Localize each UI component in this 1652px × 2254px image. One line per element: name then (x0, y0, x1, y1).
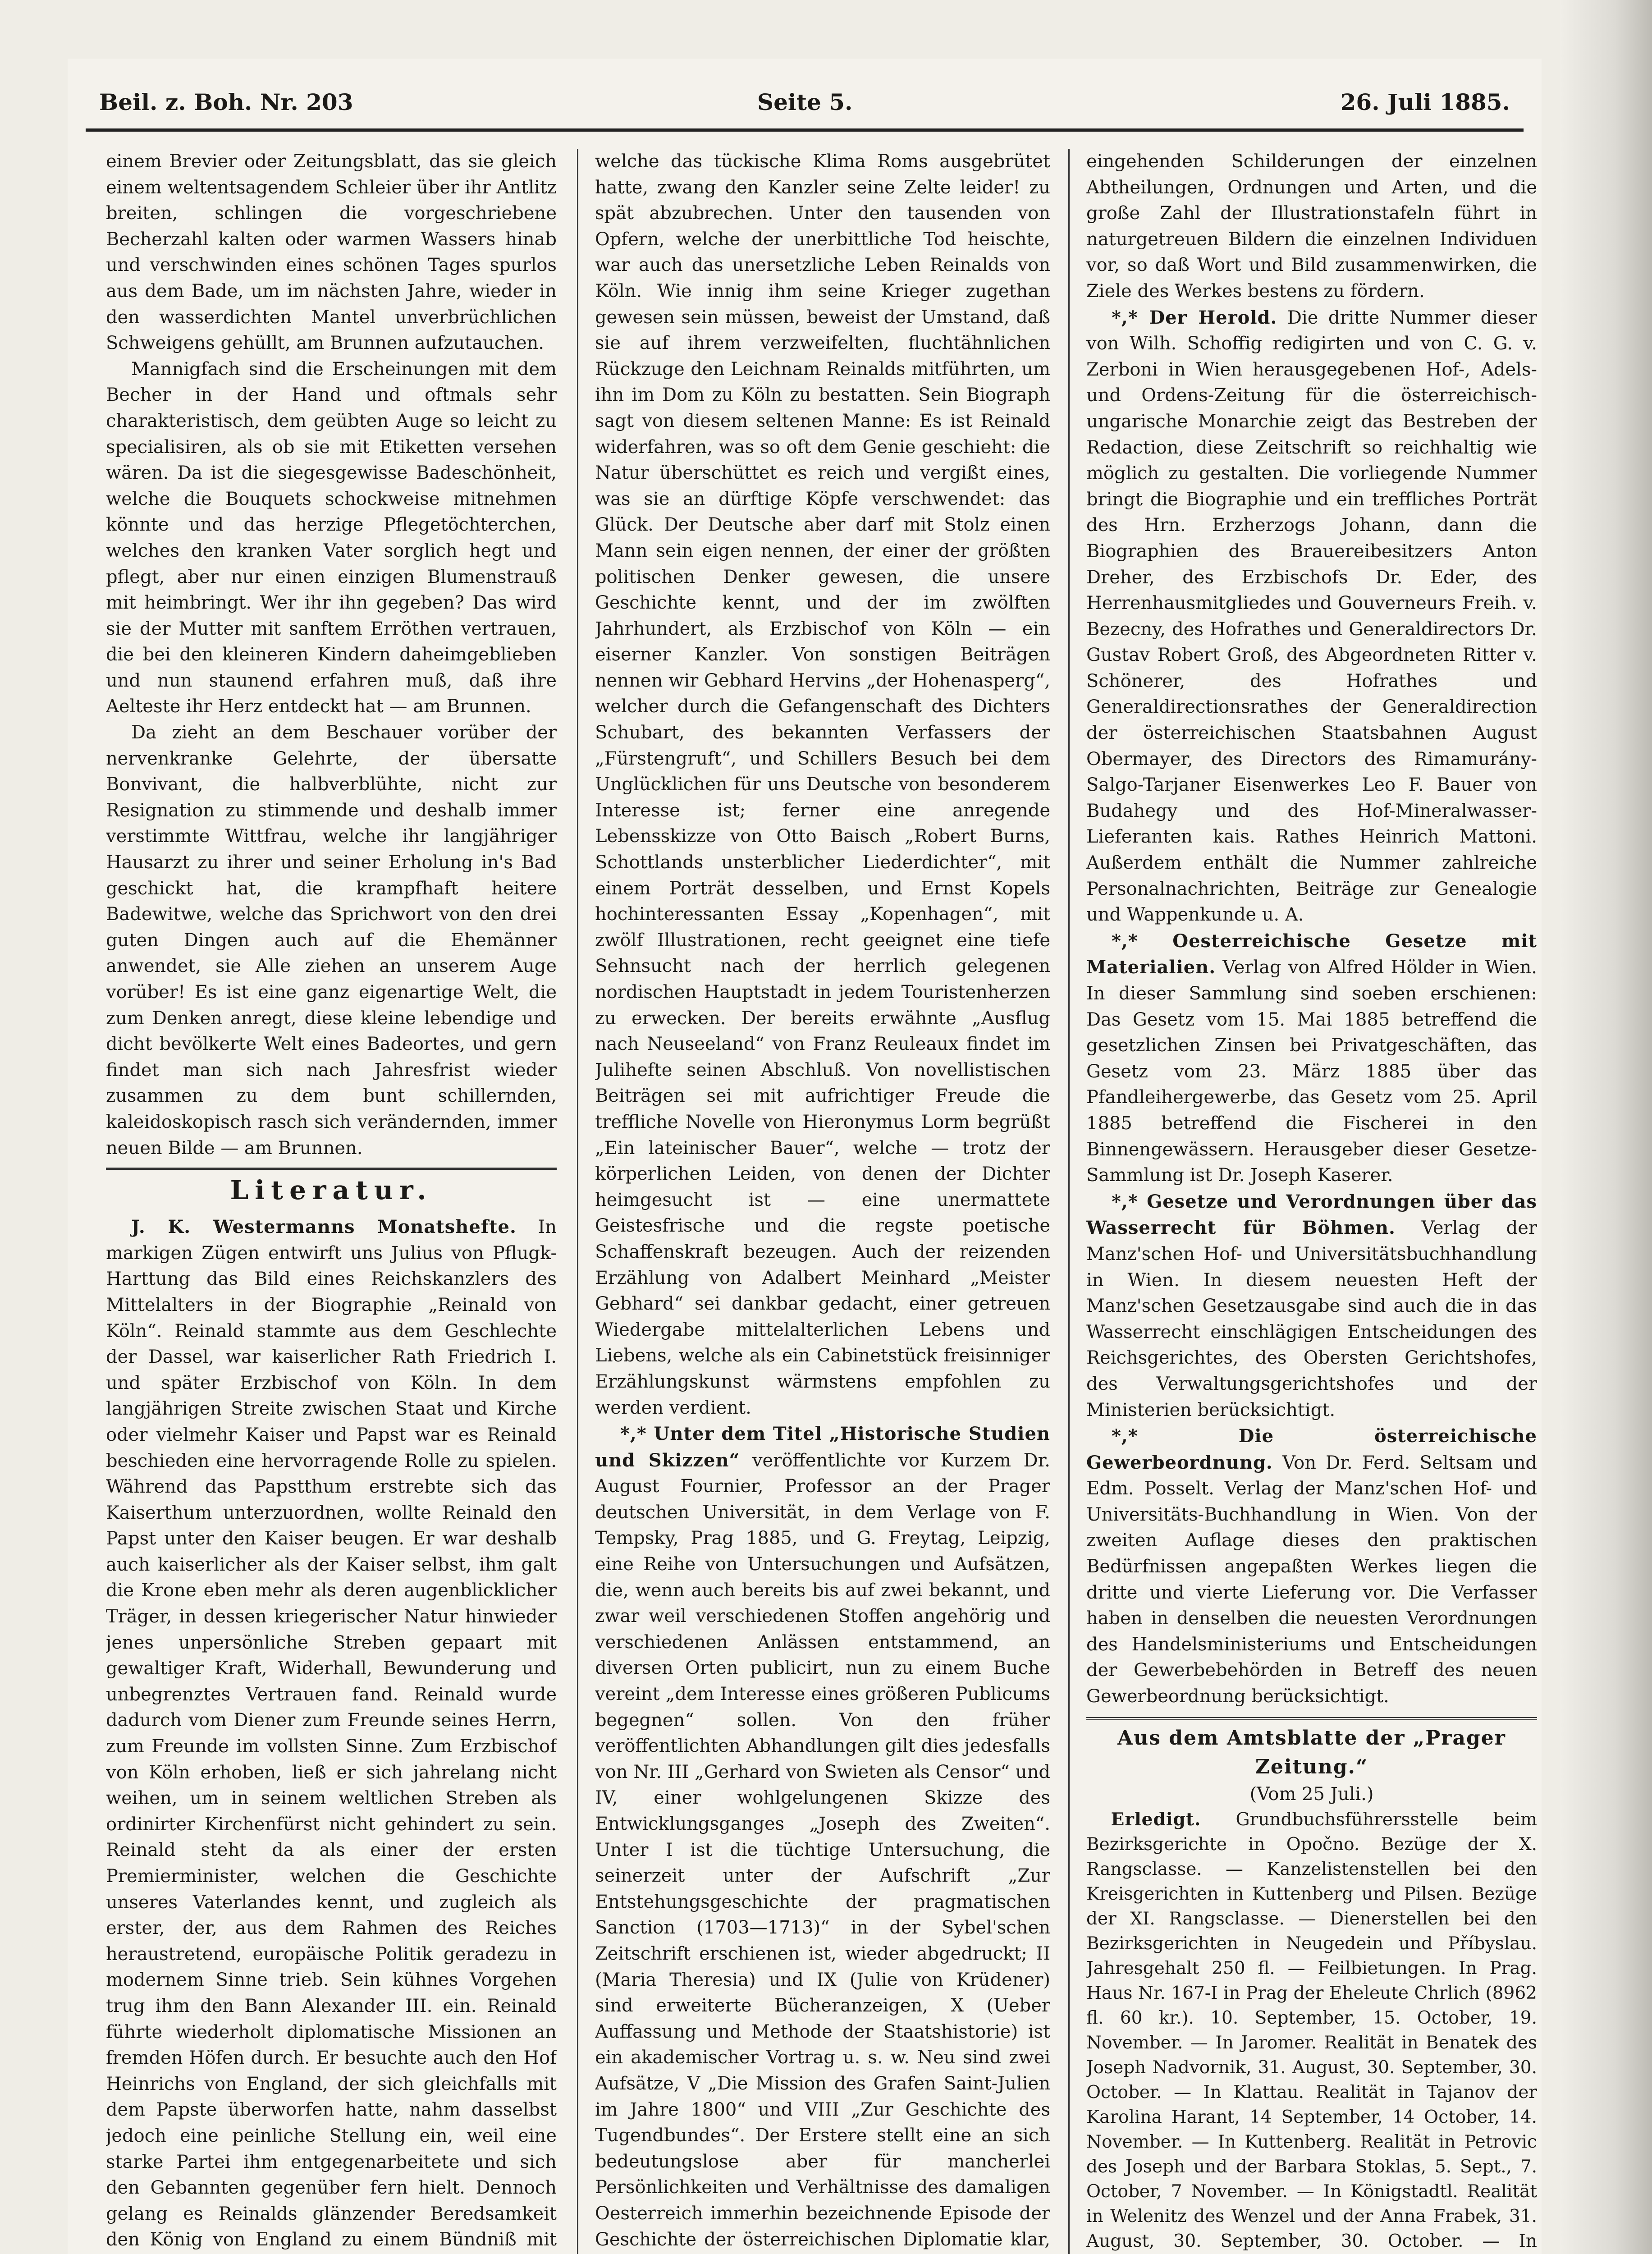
review-westermann (106, 1214, 557, 2254)
amtsblatt-lead: Erledigt. (1111, 1809, 1201, 1830)
review-text: veröffentlichte vor Kurzem Dr. August Fournier, Professor an der Prager deutschen Universität, in dem Verlage von F. Tempsky, Prag 1885, und G. Freytag, Leipzig, eine Reihe von Untersuchungen und Aufsätzen, die, wenn auch bereits bis auf zwei bekannt, und zwar weil verschiedenen Stoffen angehörig und verschiedenen Anlässen entstammend, an diversen Orten publicirt, nun zu einem Buche vereint „dem Interesse eines größeren Publicums begegnen“ sollen. Von den früher veröffentlichten Abhandlungen gilt dies jedesfalls von Nr. III „Gerhard von Swieten als Censor“ und IV, einer wohlgelungenen Skizze des Entwicklungsganges „Joseph des Zweiten“. Unter I ist die tüchtige Untersuchung, die seinerzeit unter der Aufschrift „Zur Entstehungsgeschichte der pragmatischen Sanction (1703—1713)“ in der Sybel'schen Zeitschrift erschienen ist, wieder abgedruckt; II (Maria Theresia) und IX (Julie von Krüdener) sind erweiterte Bücheranzeigen, X (Ueber Auffassung und Methode der Staatshistorie) ist ein akademischer Vortrag u. s. w. Neu sind zwei Aufsätze, V „Die Mission des Grafen Saint-Julien im Jahre 1800“ und VIII „Zur Geschichte des Tugendbundes“. Der Erstere stellt eine an sich bedeutungslose aber für mancherlei Persönlichkeiten und Verhältnisse des damaligen Oesterreich immerhin bezeichnende Episode der Geschichte der österreichischen Diplomatie klar, (595, 1450, 1050, 2250)
literature-heading: Literatur. (106, 1168, 557, 1210)
header-date: 26. Juli 1885. (1340, 89, 1510, 115)
review-lead: *,* Gesetze und Verordnungen über das Wasserrecht für Böhmen. (1086, 1191, 1537, 1239)
page-header (86, 79, 1524, 132)
review-lead: *,* Die österreichische Gewerbeordnung. (1086, 1425, 1537, 1473)
column-2 (595, 149, 1050, 2254)
review-lead: *,* Unter dem Titel „Historische Studien und Skizzen“ (595, 1423, 1050, 1471)
review-wasserrecht (1086, 1189, 1537, 1423)
amtsblatt-text (1086, 1807, 1537, 2254)
review-gewerbeordnung (1086, 1423, 1537, 1710)
column-rule-2 (1068, 149, 1070, 2254)
review-text: Die dritte Nummer dieser von Wilh. Schoffig redigirten und von C. G. v. Zerboni in Wien herausgegebenen Hof-, Adels- und Ordens-Zeitung für die österreichisch-ungarische Monarchie zeigt das Bestreben der Redaction, diese Zeitschrift so reichhaltig wie möglich zu gestalten. Die vorliegende Nummer bringt die Biographie und ein treffliches Porträt des Hrn. Erzherzogs Johann, dann die Biographien des Brauereibesitzers Anton Dreher, des Erzbischofs Dr. Eder, des Herrenhausmitgliedes und Gouverneurs Freih. v. Bezecny, des Hofrathes und Generaldirectors Dr. Gustav Robert Groß, des Abgeordneten Ritter v. Schönerer, des Hofrathes und Generaldirectionsrathes der Generaldirection der österreichischen Staatsbahnen August Obermayer, des Directors des Rimamurány-Salgo-Tarjaner Eisenwerkes Leo F. Bauer von Budahegy und des Hof-Mineralwasser-Lieferanten kais. Rathes Heinrich Mattoni. Außerdem enthält die Nummer zahlreiche Personalnachrichten, Beiträge zur Genealogie und Wappenkunde u. A. (1086, 307, 1537, 925)
review-text: Verlag von Alfred Hölder in Wien. In dieser Sammlung sind soeben erschienen: Das Gesetz vom 15. Mai 1885 betreffend die gesetzlichen Zinsen bei Privatgeschäften, das Gesetz vom 23. März 1885 über das Pfandleihergewerbe, das Gesetz vom 25. April 1885 betreffend die Fischerei in den Binnengewässern. Herausgeber dieser Gesetze-Sammlung ist Dr. Joseph Kaserer. (1086, 957, 1537, 1186)
review-naturgeschichte-cont: eingehenden Schilderungen der einzelnen Abtheilungen, Ordnungen und Arten, und die große Zahl der Illustrationstafeln führt in naturgetreuen Bildern die einzelnen Individuen vor, so daß Wort und Bild zusammenwirken, die Ziele des Werkes bestens zu fördern. (1086, 151, 1537, 302)
feuilleton-paragraph: Da zieht an dem Beschauer vorüber der nervenkranke Gelehrte, der übersatte Bonvivant, die halbverblühte, nicht zur Resignation zu stimmende und deshalb immer verstimmte Wittfrau, welche ihr langjähriger Hausarzt zu ihrer und seiner Erholung in's Bad geschickt hat, die krampfhaft heitere Badewitwe, welche das Sprichwort von den drei guten Dingen auch auf die Ehemänner anwendet, sie Alle ziehen an unserem Auge vorüber! Es ist eine ganz eigenartige Welt, die zum Denken anregt, diese kleine lebendige und dicht bevölkerte Welt eines Badeortes, und gern findet man sich nach Jahresfrist wieder zusammen zu dem bunt schillernden, kaleidoskopisch rasch sich verändernden, immer neuen Bilde — am Brunnen. (106, 722, 557, 1159)
review-text: Verlag der Manz'schen Hof- und Universitätsbuchhandlung in Wien. In diesem neuesten Heft der Manz'schen Gesetzausgabe sind auch die in das Wasserrecht einschlägigen Entscheidungen des Reichsgerichtes, des Obersten Gerichtshofes, des Verwaltungsgerichtshofes und der Ministerien berücksichtigt. (1086, 1218, 1537, 1420)
amtsblatt-body: Grundbuchsführersstelle beim Bezirksgerichte in Opočno. Bezüge der X. Rangsclasse. — Kanzelistenstellen bei den Kreisgerichten in Kuttenberg und Pilsen. Bezüge der XI. Rangsclasse. — Dienerstellen bei den Bezirksgerichten in Neugedein und Příbyslau. Jahresgehalt 250 fl. — Feilbietungen. In Prag. Haus Nr. 167-I in Prag der Eheleute Chrlich (8962 fl. 60 kr.). 10. September, 15. October, 19. November. — In Jaromer. Realität in Benatek des Joseph Nadvornik, 31. August, 30. September, 30. October. — In Klattau. Realität in Tajanov der Karolina Harant, 14 September, 14 October, 14. November. — In Kuttenberg. Realität in Petrovic des Joseph und der Barbara Stoklas, 5. Sept., 7. October, 7 November. — In Königstadtl. Realität in Welenitz des Wenzel und der Anna Frabek, 31. August, 30. September, 30. October. — In (1086, 1810, 1537, 2252)
amtsblatt-heading: Aus dem Amtsblatte der „Prager Zeitung.“ (1117, 1726, 1506, 1778)
column-3 (1086, 149, 1537, 2254)
review-westermann-cont: welche das tückische Klima Roms ausgebrütet hatte, zwang den Kanzler seine Zelte leider! zu spät abzubrechen. Unter den tausenden von Opfern, welche der unerbittliche Tod heischte, war auch das unersetzliche Leben Reinalds von Köln. Wie innig ihm seine Krieger zugethan gewesen sein müssen, beweist der Umstand, daß sie auf ihrem verzweifelten, fluchtähnlichen Rückzuge den Leichnam Reinalds mitführten, um ihn im Dom zu Köln zu bestatten. Sein Biograph sagt von diesem seltenen Manne: Es ist Reinald widerfahren, was so oft dem Genie geschieht: die Natur überschüttet es reich und vergißt eines, was sie an dürftige Köpfe verschwendet: das Glück. Der Deutsche aber darf mit Stolz einen Mann sein eigen nennen, der einer der größten politischen Denker gewesen, die unsere Geschichte kennt, und der im zwölften Jahrhundert, als Erzbischof von Köln — ein eiserner Kanzler. Von sonstigen Beiträgen nennen wir Gebhard Hervins „der Hohenasperg“, welcher durch die Gefangenschaft des Dichters Schubart, des bekannten Verfassers der „Fürstengruft“, und Schillers Besuch bei dem Unglücklichen für uns Deutsche von besonderem Interesse ist; ferner eine anregende Lebensskizze von Otto Baisch „Robert Burns, Schottlands unsterblicher Liederdichter“, mit einem Porträt desselben, und Ernst Kopels hochinteressanten Essay „Kopenhagen“, mit zwölf Illustrationen, recht geeignet eine tiefe Sehnsucht nach der herrlich gelegenen nordischen Hauptstadt in jedem Touristenherzen zu erwecken. Der bereits erwähnte „Ausflug nach Neuseeland“ von Franz Reuleaux findet im Julihefte seinen Abschluß. Von novellistischen Beiträgen sei mit aufrichtiger Freude die treffliche Novelle von Hieronymus Lorm begrüßt „Ein lateinischer Bauer“, welche — trotz der körperlichen Leiden, von denen der Dichter heimgesucht ist — eine unermattete Geistesfrische und die regste poetische Schaffenskraft bezeugen. Auch der reizenden Erzählung von Adalbert Meinhard „Meister Gebhard“ sei dankbar gedacht, einer getreuen Wiedergabe mittelalterlichen Lebens und Liebens, welche als ein Cabinetstück freisinniger Erzählungskunst wärmstens empfohlen zu werden verdient. (595, 151, 1050, 1418)
column-1 (106, 149, 557, 2254)
section-divider (1086, 1717, 1537, 1720)
review-lead: J. K. Westermanns Monatshefte. (131, 1216, 517, 1238)
review-gesetze (1086, 928, 1537, 1189)
review-lead: *,* Der Herold. (1112, 307, 1277, 328)
review-fournier (595, 1421, 1050, 2254)
amtsblatt-date: (Vom 25 Juli.) (1249, 1783, 1374, 1805)
review-text: Von Dr. Ferd. Seltsam und Edm. Posselt. Verlag der Manz'schen Hof- und Universitäts-Buchhandlung in Wien. Von der zweiten Auflage dieses den praktischen Bedürfnissen angepaßten Werkes liegen die dritte und vierte Lieferung vor. Die Verfasser haben in denselben die neuesten Verordnungen des Handelsministeriums und Entscheidungen der Gewerbebehörden in Betreff des neuen Gewerbeordnung berücksichtigt. (1086, 1452, 1537, 1707)
feuilleton-paragraph: Mannigfach sind die Erscheinungen mit dem Becher in der Hand und oftmals sehr charakteristisch, dem geübten Auge so leicht zu specialisiren, als ob sie mit Etiketten versehen wären. Da ist die siegesgewisse Badeschönheit, welche die Bouquets schockweise mitnehmen könnte und das herzige Pflegetöchterchen, welches den kranken Vater sorglich hegt und pflegt, aber nur einen einzigen Blumenstrauß mit heimbringt. Wer ihr ihn gegeben? Das wird sie der Mutter mit sanftem Erröthen vertrauen, die bei den kleineren Kindern daheimgeblieben und nun staunend erfahren muß, daß ihre Aelteste ihr Herz entdeckt hat — am Brunnen. (106, 358, 557, 717)
header-issue: Beil. z. Boh. Nr. 203 (99, 89, 353, 115)
header-page-number: Seite 5. (757, 89, 853, 115)
scan-edge (1560, 0, 1652, 2254)
review-herold (1086, 305, 1537, 928)
feuilleton-paragraph: einem Brevier oder Zeitungsblatt, das sie gleich einem weltentsagendem Schleier über ihr Antlitz breiten, schlingen die vorgeschriebene Becherzahl kalten oder warmen Wassers hinab und verschwinden eines schönen Tages spurlos aus dem Bade, um im nächsten Jahre, wieder in den wasserdichten Mantel unverbrüchlichen Schweigens gehüllt, am Brunnen aufzutauchen. (106, 151, 557, 354)
column-rule-1 (577, 149, 578, 2254)
review-lead: *,* Oesterreichische Gesetze mit Materialien. (1086, 930, 1537, 978)
review-text: In markigen Zügen entwirft uns Julius von Pflugk-Harttung das Bild eines Reichskanzlers des Mittelalters in der Biographie „Reinald von Köln“. Reinald stammte aus dem Geschlechte der Dassel, war kaiserlicher Rath Friedrich I. und später Erzbischof von Köln. In dem langjährigen Streite zwischen Staat und Kirche oder vielmehr Kaiser und Papst war es Reinald beschieden eine hervorragende Rolle zu spielen. Während das Papstthum erstrebte sich das Kaiserthum unterzuordnen, wollte Reinald den Papst unter den Kaiser beugen. Er war deshalb auch kaiserlicher als der Kaiser selbst, ihm galt die Krone eben mehr als deren augenblicklicher Träger, in dessen kriegerischer Natur hinwieder jenes unpersönliche Streben gepaart mit gewaltiger Kraft, Widerhall, Bewunderung und unbegrenztes Vertrauen fand. Reinald wurde dadurch vom Diener zum Freunde seines Herrn, zum Freunde im vollsten Sinne. Zum Erzbischof von Köln erhoben, ließ er sich jahrelang nicht weihen, um in seinem weltlichen Streben als ordinirter Kirchenfürst nicht gehindert zu sein. Reinald steht da als einer der ersten Premierminister, welchen die Geschichte unseres Vaterlandes kennt, und zugleich als erster, der, aus dem Rahmen des Reiches heraustretend, europäische Politik geradezu in modernem Sinne trieb. Sein kühnes Vorgehen trug ihm den Bann Alexander III. ein. Reinald führte wiederholt diplomatische Missionen an fremden Höfen durch. Er besuchte auch den Hof Heinrichs von England, der sich gleichfalls mit dem Papste überworfen hatte, nahm dasselbst jedoch eine peinliche Stellung ein, weil eine starke Partei ihm entgegenarbeitete und sich den Gebannten gegenüber fern hielt. Dennoch gelang es Reinalds glänzender Beredsamkeit den König von England zu einem Bündniß mit (106, 1217, 557, 2250)
